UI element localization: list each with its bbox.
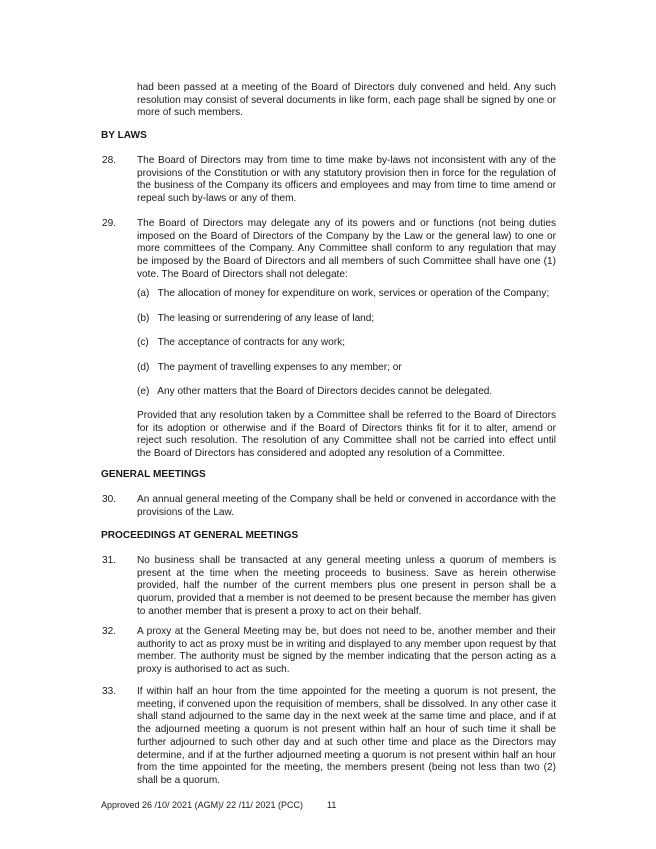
section-heading-general-meetings: GENERAL MEETINGS [101,469,206,480]
subitem-label: (b) [137,313,150,324]
subitem-label: (c) [137,337,149,348]
subitem-text: The acceptance of contracts for any work; [157,337,346,348]
proviso-paragraph: Provided that any resolution taken by a Committee shall be referred to the Board of Directors for its adoption or otherwise and if the Board of Directors thinks fit for it to alter, amend or reject such resolution. The resolution of any Committee shall not be carried into effect until the Board of Directors has considered and adopted any resolution of a Committee. [137,410,556,460]
clause-text-29: The Board of Directors may delegate any of its powers and or functions (not being duties imposed on the Board of Directors of the Company by the Law or the general law) to one or more committees of the Company. Any Committee shall conform to any regulation that may be imposed by the Board of Directors and all members of such Committee shall have one (1) vote. The Board of Directors shall not delegate: [137,218,556,280]
clause-text-30: An annual general meeting of the Company shall be held or convened in accordance with the provisions of the Law. [137,494,556,518]
clause-number-28: 28. [102,155,117,166]
subitem-label: (e) [137,386,150,397]
clause-number-29: 29. [102,218,117,229]
subitem-text: The allocation of money for expenditure on work, services or operation of the Company; [157,288,550,299]
approval-footer: Approved 26 /10/ 2021 (AGM)/ 22 /11/ 2021 (PCC) [101,800,303,810]
subitem-text: Any other matters that the Board of Directors decides cannot be delegated. [157,386,493,397]
subitem-a [137,288,556,301]
subitem-c [137,337,556,350]
page-number: 11 [327,800,337,810]
section-heading-proceedings: PROCEEDINGS AT GENERAL MEETINGS [101,530,299,541]
subitem-label: (d) [137,362,150,373]
clause-number-31: 31. [102,555,117,566]
section-heading-bylaws: BY LAWS [101,130,147,141]
clause-text-31: No business shall be transacted at any general meeting unless a quorum of members is present at the time when the meeting proceeds to business. Save as herein otherwise provided, half the number of the current members plus one present in person shall be a quorum, provided that a member is not deemed to be present because the member has given to another member that is present a proxy to act on their behalf. [137,555,556,617]
subitem-e [137,386,556,399]
subitem-label: (a) [137,288,150,299]
subitem-text: The payment of travelling expenses to any member; or [157,362,402,373]
subitem-text: The leasing or surrendering of any lease of land; [157,313,375,324]
subitem-b [137,313,556,326]
clause-number-32: 32. [102,626,117,637]
intro-paragraph: had been passed at a meeting of the Board of Directors duly convened and held. Any such resolution may consist of several documents in like form, each page shall be signed by one or more of such members. [137,82,556,119]
clause-number-30: 30. [102,494,117,505]
clause-text-28: The Board of Directors may from time to time make by-laws not inconsistent with any of the provisions of the Constitution or with any statutory provision then in force for the regulation of the business of the Company its officers and employees and may from time to time amend or repeal such by-laws or any of them. [137,155,556,205]
subitem-d [137,362,556,375]
clause-text-33: If within half an hour from the time appointed for the meeting a quorum is not present, the meeting, if convened upon the requisition of members, shall be dissolved. In any other case it shall stand adjourned to the same day in the next week at the same time and place, and if at the adjourned meeting a quorum is not present within half an hour of such time it shall be further adjourned to such other day and at such other time and place as the Directors may determine, and if at the further adjourned meeting a quorum is not present within half an hour from the time appointed for the meeting, the members present (being not less than two (2) shall be a quorum. [137,686,556,786]
clause-text-32: A proxy at the General Meeting may be, but does not need to be, another member and their authority to act as proxy must be in writing and displayed to any member upon request by that member. The authority must be signed by the member indicating that the person acting as a proxy is authorised to act as such. [137,626,556,676]
clause-number-33: 33. [102,686,117,697]
